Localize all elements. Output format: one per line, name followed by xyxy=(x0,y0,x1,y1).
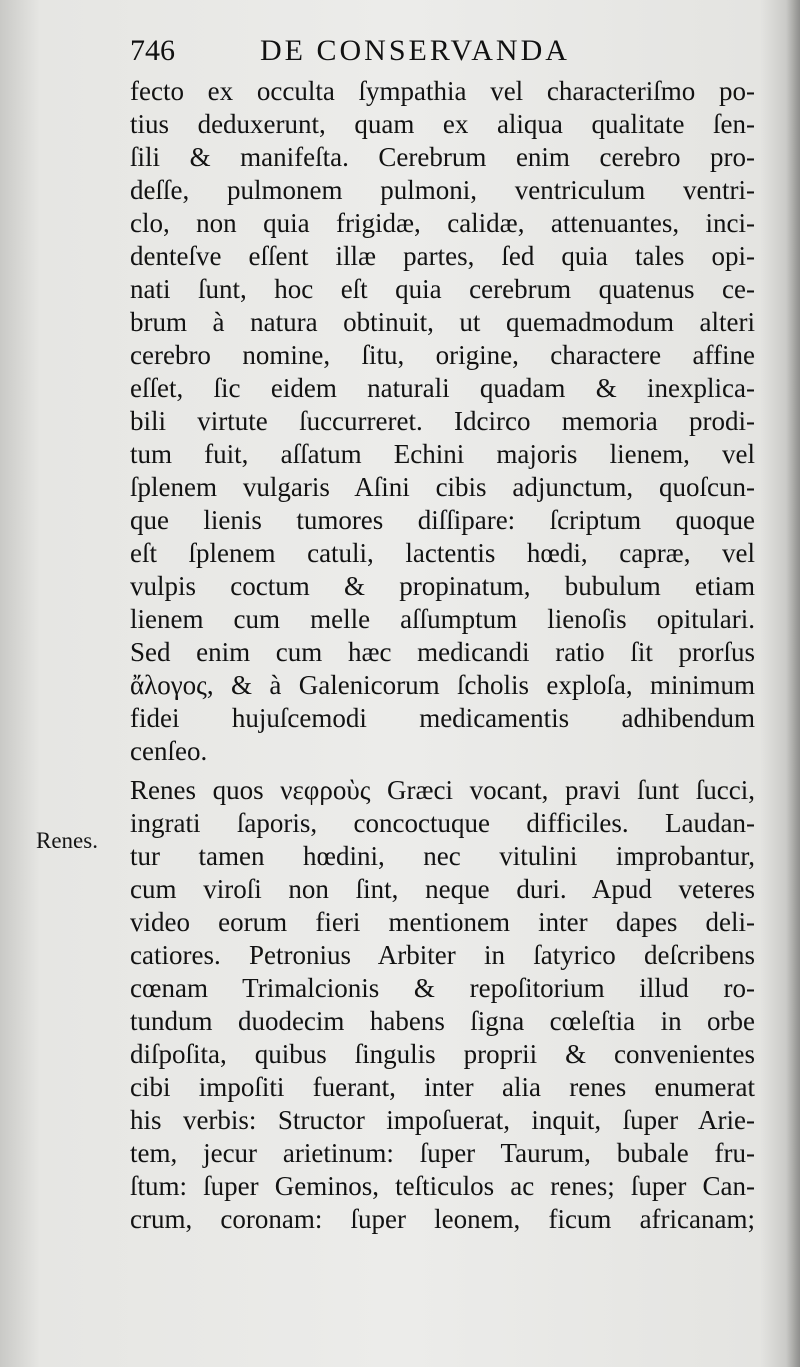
text-line: nati ſunt, hoc eſt quia cerebrum quatenus ce- xyxy=(130,274,755,304)
text-line: diſpoſita, quibus ſingulis proprii & convenientes xyxy=(130,1039,755,1069)
text-line: cenſeo. xyxy=(130,736,208,766)
text-line: cœnam Trimalcionis & repoſitorium illud ro- xyxy=(130,973,755,1003)
text-line: catiores. Petronius Arbiter in ſatyrico deſcribens xyxy=(130,940,755,970)
text-line: tundum duodecim habens ſigna cœleſtia in orbe xyxy=(130,1006,755,1036)
page-number: 746 xyxy=(130,34,175,67)
running-title: DE CONSERVANDA xyxy=(260,34,570,67)
text-line: vulpis coctum & propinatum, bubulum etiam xyxy=(130,571,755,601)
text-line: denteſve eſſent illæ partes, ſed quia tales opi- xyxy=(130,241,755,271)
text-line: video eorum fieri mentionem inter dapes deli- xyxy=(130,907,755,937)
text-line: eſt ſplenem catuli, lactentis hœdi, capræ, vel xyxy=(130,538,755,568)
text-line: eſſet, ſic eidem naturali quadam & inexplica- xyxy=(130,373,755,403)
text-line: cerebro nomine, ſitu, origine, charactere affine xyxy=(130,340,755,370)
text-line: cibi impoſiti fuerant, inter alia renes enumerat xyxy=(130,1072,755,1102)
text-line: ſili & manifeſta. Cerebrum enim cerebro pro- xyxy=(130,142,755,172)
text-line: bili virtute ſuccurreret. Idcirco memoria prodi- xyxy=(130,406,755,436)
text-line: lienem cum melle aſſumptum lienoſis opitulari. xyxy=(130,604,755,634)
text-line: tem, jecur arietinum: ſuper Taurum, bubale fru- xyxy=(130,1138,755,1168)
margin-note: Renes. xyxy=(36,828,98,853)
text-line: que lienis tumores diſſipare: ſcriptum quoque xyxy=(130,505,755,535)
text-line: his verbis: Structor impoſuerat, inquit, ſuper Arie- xyxy=(130,1105,755,1135)
text-line: crum, coronam: ſuper leonem, ficum africanam; xyxy=(130,1204,755,1234)
text-line: ἄλογος, & à Galenicorum ſcholis exploſa, minimum xyxy=(130,670,755,700)
text-line: deſſe, pulmonem pulmoni, ventriculum ventri- xyxy=(130,175,755,205)
text-line: fidei hujuſcemodi medicamentis adhibendum xyxy=(130,703,755,733)
text-line: clo, non quia frigidæ, calidæ, attenuantes, inci- xyxy=(130,208,755,238)
text-line: ſplenem vulgaris Aſini cibis adjunctum, quoſcun- xyxy=(130,472,755,502)
text-line: Renes quos νεφροὺς Græci vocant, pravi ſunt ſucci, xyxy=(130,775,755,805)
text-line: tius deduxerunt, quam ex aliqua qualitate ſen- xyxy=(130,109,755,139)
body-text xyxy=(130,75,755,1236)
text-line: ingrati ſaporis, concoctuque difficiles. Laudan- xyxy=(130,808,755,838)
text-line: tum fuit, aſſatum Echini majoris lienem, vel xyxy=(130,439,755,469)
text-line: fecto ex occulta ſympathia vel characteriſmo po- xyxy=(130,76,755,106)
text-line: cum viroſi non ſint, neque duri. Apud veteres xyxy=(130,874,755,904)
page-gutter-shadow xyxy=(786,0,800,1367)
text-line: ſtum: ſuper Geminos, teſticulos ac renes; ſuper Can- xyxy=(130,1171,755,1201)
running-head xyxy=(130,34,730,74)
text-line: tur tamen hœdini, nec vitulini improbantur, xyxy=(130,841,755,871)
text-line: Sed enim cum hæc medicandi ratio ſit prorſus xyxy=(130,637,755,667)
text-line: brum à natura obtinuit, ut quemadmodum alteri xyxy=(130,307,755,337)
